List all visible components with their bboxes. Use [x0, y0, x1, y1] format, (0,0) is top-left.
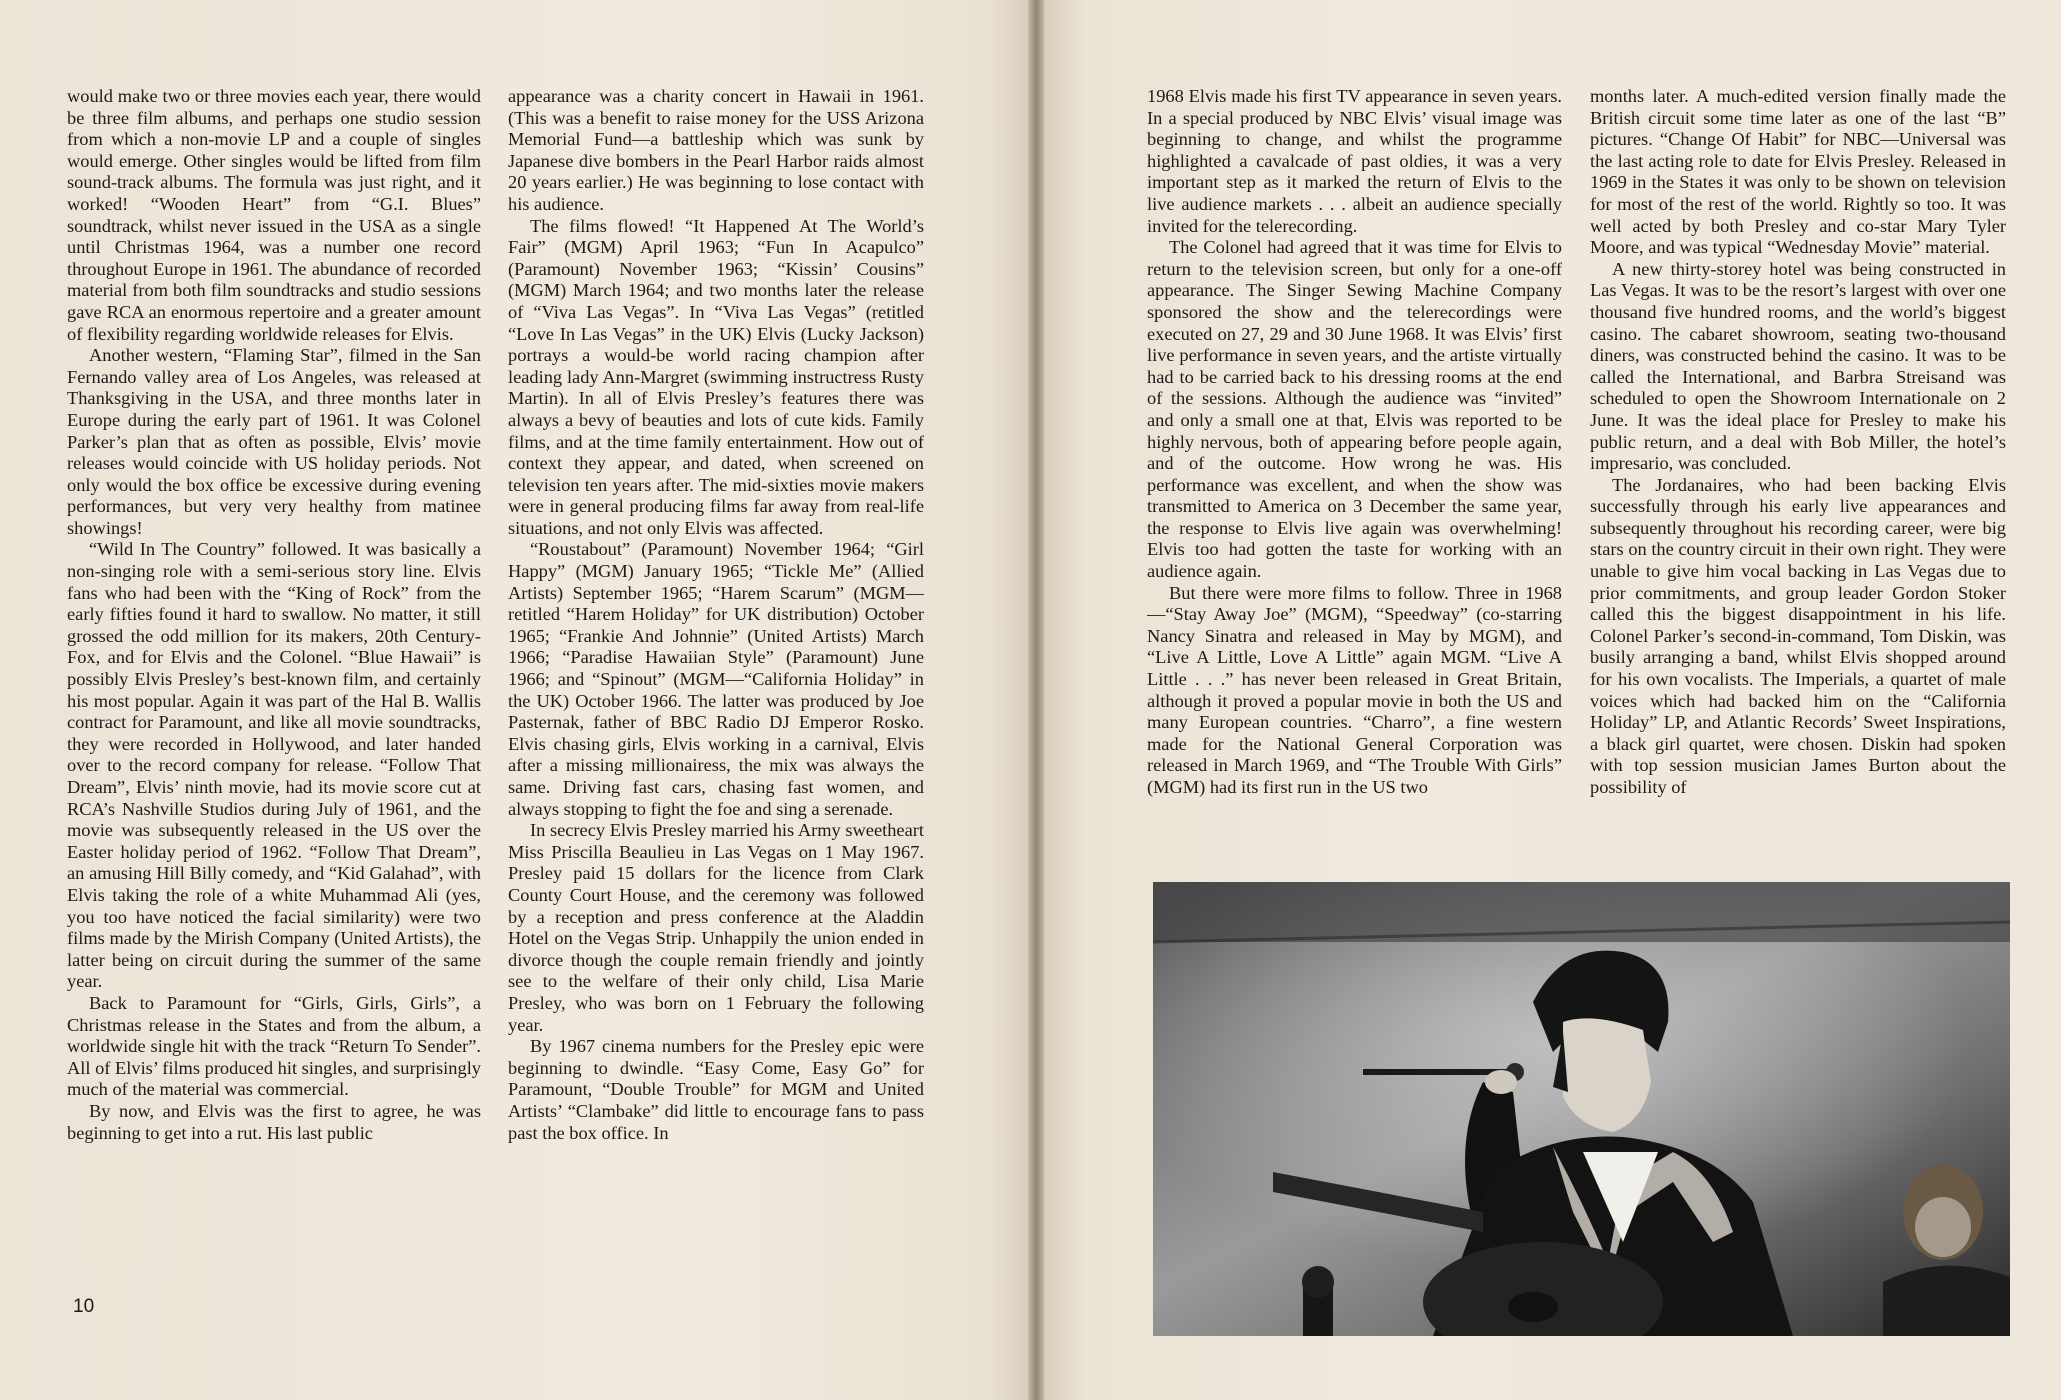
paragraph: “Roustabout” (Paramount) November 1964; “Girl Happy” (MGM) January 1965; “Tickle Me” (Allied Artists) September 1965; “Harem Scarum” (MGM—retitled “Harem Holiday” for UK distribution) October 1965; “Frankie And Johnnie” (United Artists) March 1966; “Paradise Hawaiian Style” (Paramount) June 1966; and “Spinout” (MGM—“California Holiday” in the UK) October 1966. The latter was produced by Joe Pasternak, father of BBC Radio DJ Emperor Rosko. Elvis chasing girls, Elvis working in a carnival, Elvis after a missing millionairess, the mix was always the same. Driving fast cars, chasing fast women, and always stopping to fight the foe and sing a serenade.	[508, 539, 924, 819]
paragraph: appearance was a charity concert in Hawaii in 1961. (This was a benefit to raise money for the USS Arizona Memorial Fund—a battleship which was sunk by Japanese dive bombers in the Pearl Harbor raids almost 20 years earlier.) He was beginning to lose contact with his audience.	[508, 86, 924, 214]
left-page-column-1	[67, 86, 481, 1296]
paragraph: The Colonel had agreed that it was time for Elvis to return to the television screen, but only for a one-off appearance. The Singer Sewing Machine Company sponsored the show and the telerecordings were executed on 27, 29 and 30 June 1968. It was Elvis’ first live performance in seven years, and the artiste virtually had to be carried back to his dressing rooms at the end of the sessions. Although the audience was “invited” and only a small one at that, Elvis was reported to be highly nervous, both of appearing before people again, and of the outcome. How wrong he was. His performance was excellent, and when the show was transmitted to America on 3 December the same year, the response to Elvis live again was overwhelming! Elvis too had gotten the taste for working with an audience again.	[1147, 237, 1562, 582]
paragraph: But there were more films to follow. Three in 1968—“Stay Away Joe” (MGM), “Speedway” (co-starring Nancy Sinatra and released in May by MGM), and “Live A Little, Love A Little” again MGM. “Live A Little . . .” has never been released in Great Britain, although it proved a popular movie in both the US and many European countries. “Charro”, a fine western made for the National General Corporation was released in March 1969, and “The Trouble With Girls” (MGM) had its first run in the US two	[1147, 582, 1562, 797]
paragraph: The films flowed! “It Happened At The World’s Fair” (MGM) April 1963; “Fun In Acapulco” (Paramount) November 1963; “Kissin’ Cousins” (MGM) March 1964; and two months later the release of “Viva Las Vegas”. In “Viva Las Vegas” (retitled “Love In Las Vegas” in the UK) Elvis (Lucky Jackson) portrays a would-be world racing champion after leading lady Ann-Margret (swimming instructress Rusty Martin). In all of Elvis Presley’s features there was always a bevy of beauties and lots of cute kids. Family films, and at the time family entertainment. How out of context they appear, and dated, when screened on television ten years after. The mid-sixties movie makers were in general producing films far away from real-life situations, and not only Elvis was affected.	[508, 215, 924, 538]
left-page-column-2	[508, 86, 924, 1296]
paragraph: By 1967 cinema numbers for the Presley epic were beginning to dwindle. “Easy Come, Easy Go” for Paramount, “Double Trouble” for MGM and United Artists’ “Clambake” did little to encourage fans to pass past the box office. In	[508, 1036, 924, 1143]
right-page-column-1	[1147, 86, 1562, 876]
paragraph: Back to Paramount for “Girls, Girls, Girls”, a Christmas release in the States and from the album, a worldwide single hit with the track “Return To Sender”. All of Elvis’ films produced hit singles, and surprisingly much of the material was commercial.	[67, 992, 481, 1100]
paragraph: By now, and Elvis was the first to agree, he was beginning to get into a rut. His last public	[67, 1100, 481, 1143]
paragraph: Another western, “Flaming Star”, filmed in the San Fernando valley area of Los Angeles, was released at Thanksgiving in the USA, and three months later in Europe during the early part of 1961. It was Colonel Parker’s plan that as often as possible, Elvis’ movie releases would coincide with US holiday periods. Not only would the box office be excessive during evening performances, but very very healthy from matinee showings!	[67, 345, 481, 538]
paragraph: “Wild In The Country” followed. It was basically a non-singing role with a semi-serious story line. Elvis fans who had been with the “King of Rock” from the early fifties found it hard to swallow. No matter, it still grossed the odd million for its makers, 20th Century-Fox, and for Elvis and the Colonel. “Blue Hawaii” is possibly Elvis Presley’s best-known film, and certainly his most popular. Again it was part of the Hal B. Wallis contract for Paramount, and like all movie soundtracks, they were recorded in Hollywood, and later handed over to the record company for release. “Follow That Dream”, Elvis’ ninth movie, had its movie score cut at RCA’s Nashville Studios during July of 1961, and the movie was subsequently released in the US over the Easter holiday period of 1962. “Follow That Dream”, an amusing Hill Billy comedy, and “Kid Galahad”, with Elvis taking the role of a white Muhammad Ali (yes, you too have noticed the facial similarity) were two films made by the Mirish Company (United Artists), the latter being on circuit during the summer of the same year.	[67, 539, 481, 992]
paragraph: In secrecy Elvis Presley married his Army sweetheart Miss Priscilla Beaulieu in Las Vegas on 1 May 1967. Presley paid 15 dollars for the licence from Clark County Court House, and the ceremony was followed by a reception and press conference at the Aladdin Hotel on the Vegas Strip. Unhappily the union ended in divorce though the couple remain friendly and jointly see to the welfare of their only child, Lisa Marie Presley, who was born on 1 February the following year.	[508, 820, 924, 1035]
paragraph: would make two or three movies each year, there would be three film albums, and perhaps one studio session from which a non-movie LP and a couple of singles would emerge. Other singles would be lifted from film sound-track albums. The formula was just right, and it worked! “Wooden Heart” from “G.I. Blues” soundtrack, whilst never issued in the USA as a single until Christmas 1964, was a number one record throughout Europe in 1961. The abundance of recorded material from both film soundtracks and studio sessions gave RCA an enormous repertoire and a greater amount of flexibility regarding worldwide releases for Elvis.	[67, 86, 481, 344]
right-page-column-2	[1590, 86, 2006, 876]
book-gutter	[1028, 0, 1044, 1400]
paragraph: A new thirty-storey hotel was being constructed in Las Vegas. It was to be the resort’s largest with over one thousand five hundred rooms, and the world’s biggest casino. The cabaret showroom, seating two-thousand diners, was constructed behind the casino. It was to be called the International, and Barbra Streisand was scheduled to open the Showroom Internationale on 2 June. It was the ideal place for Presley to make his public return, and a deal with Bob Miller, the hotel’s impresario, was concluded.	[1590, 258, 2006, 474]
left-page	[0, 0, 1028, 1400]
paragraph: months later. A much-edited version finally made the British circuit some time later as one of the last “B” pictures. “Change Of Habit” for NBC—Universal was the last acting role to date for Elvis Presley. Released in 1969 in the States it was only to be shown on television for most of the rest of the world. Rightly so too. It was well acted by both Presley and co-star Mary Tyler Moore, and was typical “Wednesday Movie” material.	[1590, 86, 2006, 258]
paragraph: The Jordanaires, who had been backing Elvis successfully through his early live appearances and subsequently throughout his recording career, were big stars on the country circuit in their own right. They were unable to give him vocal backing in Las Vegas due to prior commitments, and group leader Gordon Stoker called this the biggest disappointment in his life. Colonel Parker’s second-in-command, Tom Diskin, was busily arranging a band, whilst Elvis shopped around for his own vocalists. The Imperials, a quartet of male voices which had backed him on the “California Holiday” LP, and Atlantic Records’ Sweet Inspirations, a black girl quartet, were chosen. Diskin had spoken with top session musician James Burton about the possibility of	[1590, 474, 2006, 797]
concert-photo	[1153, 882, 2010, 1336]
right-page	[1044, 0, 2061, 1400]
paragraph: 1968 Elvis made his first TV appearance in seven years. In a special produced by NBC Elvis’ visual image was beginning to change, and whilst the programme highlighted a cavalcade of past oldies, it was a very important step as it marked the return of Elvis to the live audience markets . . . albeit an audience specially invited for the telerecording.	[1147, 86, 1562, 236]
page-number: 10	[73, 1296, 95, 1317]
